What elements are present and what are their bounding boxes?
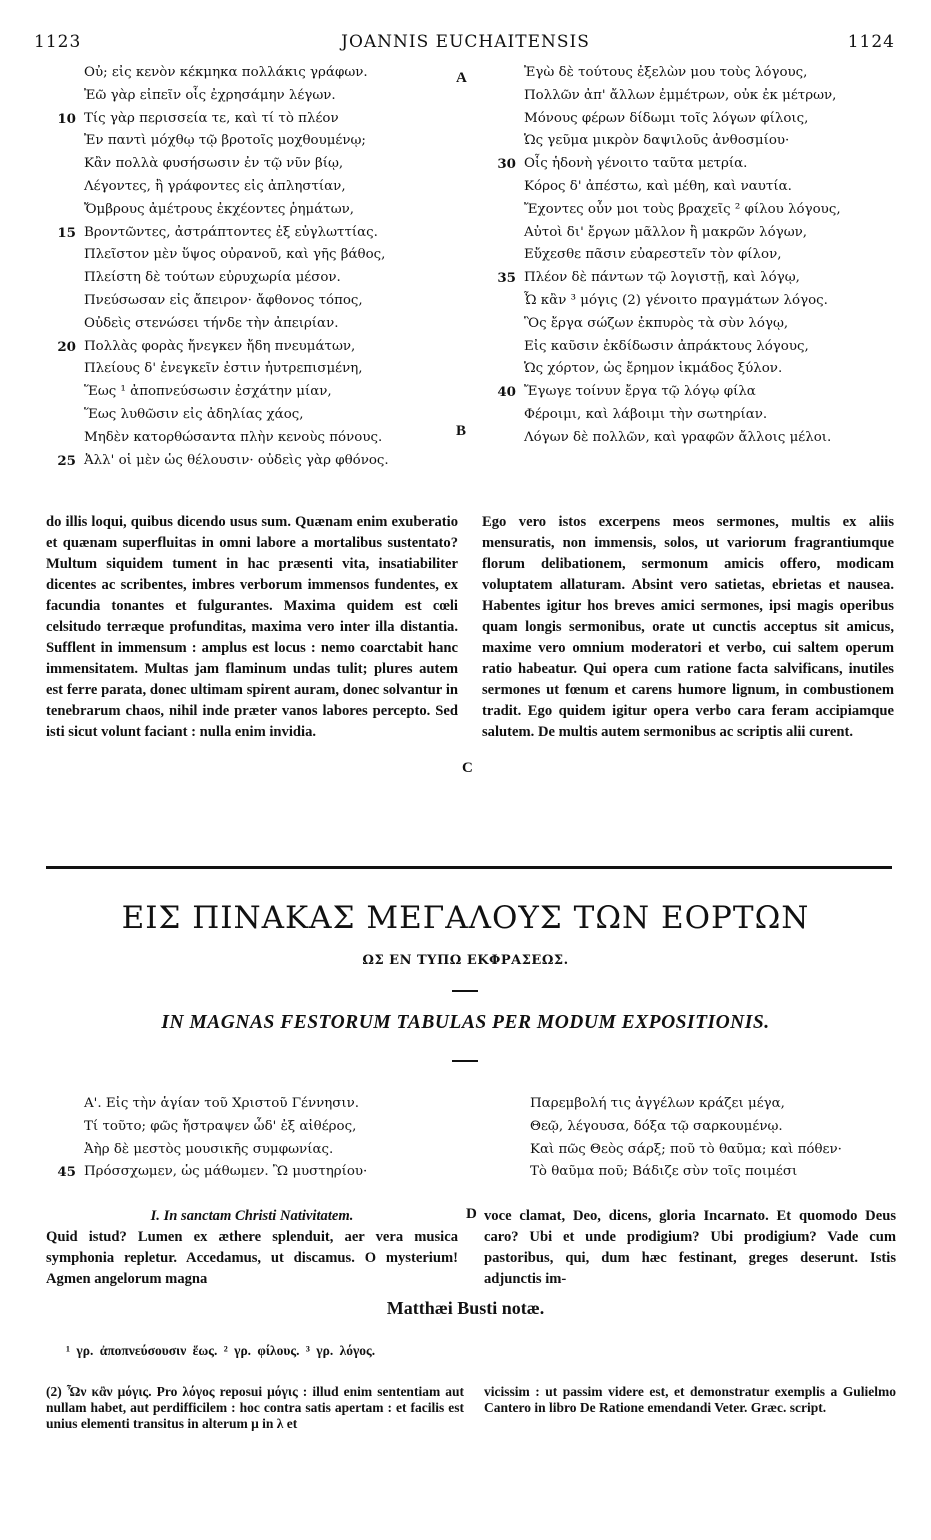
verse-line — [84, 130, 454, 153]
verse-line — [84, 313, 454, 336]
verse-line — [497, 381, 904, 404]
verse-text: Ἕως λυθῶσιν εἰς ἀδηλίας χάος, — [84, 406, 304, 422]
verse-line — [84, 244, 454, 267]
verse-text: Ἕως ¹ ἀποπνεύσωσιν ἐσχάτην μίαν, — [84, 384, 332, 400]
margin-letter-b: B — [456, 423, 467, 439]
line-number: 35 — [497, 270, 516, 287]
verse-text: Κόρος δ' ἀπέστω, καὶ μέθη, καὶ ναυτία. — [524, 178, 792, 194]
margin-letter-c: C — [462, 760, 473, 776]
verse-text: Ἀλλ' οἱ μὲν ὡς θέλουσιν· οὐδεὶς γὰρ φθόνος. — [84, 452, 389, 468]
line-number: 40 — [497, 384, 516, 401]
verse-text: Ὦ κἂν ³ μόγις (2) γένοιτο πραγμάτων λόγος. — [524, 292, 828, 308]
verse-text: Λόγων δὲ πολλῶν, καὶ γραφῶν ἄλλοις μέλοι. — [524, 429, 832, 445]
line-number: 15 — [57, 224, 76, 241]
verse-text: Τὸ θαῦμα ποῦ; Βάδιζε σὺν τοῖς ποιμέσι — [530, 1164, 798, 1180]
latin-paragraph: voce clamat, Deo, dicens, gloria Incarnato. Et quomodo Deus caro? Ubi et unde prodigium? Ubi prodigium? Vade cum pastoribus, qui, dum hæc festinant, greges deserunt. Istis adjunctis im- — [484, 1208, 896, 1287]
verse-text: Τί τοῦτο; φῶς ἤστραψεν ὧδ' ἐξ αἰθέρος, — [84, 1118, 357, 1134]
verse-line — [530, 1116, 910, 1139]
verse-line — [84, 199, 454, 222]
verse-text: Ἔγωγε τοίνυν ἔργα τῷ λόγῳ φίλα — [524, 384, 756, 400]
verse-text: Ὡς γεῦμα μικρὸν δαψιλοῦς ἀνθοσμίου· — [524, 133, 790, 149]
verse-text: Βροντῶντες, ἀστράπτοντες ἐξ εὐγλωττίας. — [84, 224, 378, 240]
verse-text: Μηδὲν κατορθώσαντα πλὴν κενοὺς πόνους. — [84, 429, 383, 445]
verse-text: Εὔχεσθε πᾶσιν εὐαρεστεῖν τὸν φίλον, — [524, 247, 782, 263]
verse-line — [524, 427, 904, 450]
line-number: 10 — [57, 110, 76, 127]
verse-line — [84, 176, 454, 199]
verse-line — [530, 1139, 910, 1162]
verse-text: Πρόσσχωμεν, ὡς μάθωμεν. Ὢ μυστηρίου· — [84, 1164, 368, 1180]
line-number: 45 — [57, 1164, 76, 1181]
verse-text: Ἐῶ γὰρ εἰπεῖν οἷς ἐχρησάμην λέγων. — [84, 87, 336, 103]
verse-text: Οἷς ἡδονὴ γένοιτο ταῦτα μετρία. — [524, 156, 748, 172]
verse-line — [524, 199, 904, 222]
verse-text: Ἐν παντὶ μόχθῳ τῷ βροτοῖς μοχθουμένῳ; — [84, 133, 366, 149]
footnote-variants: ¹ γρ. ἀποπνεύσουσιν ἕως. ² γρ. φίλους. ³ γρ. λόγος. — [66, 1343, 376, 1358]
verse-text: Πλείους δ' ἐνεγκεῖν ἐστιν ἠυτρεπισμένη, — [84, 361, 363, 377]
latin-translation-lower-right — [484, 1206, 896, 1290]
verse-text: Ὄμβρους ἀμέτρους ἐκχέοντες ῥημάτων, — [84, 201, 355, 217]
verse-text: Λέγοντες, ἢ γράφοντες εἰς ἀπληστίαν, — [84, 178, 346, 194]
verse-line — [84, 1093, 464, 1116]
verse-text: Πνεύσωσαν εἰς ἄπειρον· ἄφθονος τόπος, — [84, 292, 363, 308]
section-title-latin: IN MAGNAS FESTORUM TABULAS PER MODUM EXPOSITIONIS. — [161, 1012, 770, 1033]
page-number-left: 1123 — [34, 32, 82, 52]
verse-line — [524, 62, 904, 85]
running-title: JOANNIS EUCHAITENSIS — [341, 32, 590, 52]
greek-verse-right-column — [497, 62, 904, 450]
verse-text: Ὡς χόρτον, ὡς ἔρημον ἰκμάδος ξύλον. — [524, 361, 783, 377]
note-right: vicissim : ut passim videre est, et demonstratur exemplis a Gulielmo Cantero in libro De Ratione emendandi Veter. Græc. script. — [484, 1384, 896, 1415]
section-title-greek: ΕΙΣ ΠΙΝΑΚΑΣ ΜΕΓΑΛΟΥΣ ΤΩΝ ΕΟΡΤΩΝ — [121, 900, 810, 936]
verse-line — [84, 381, 454, 404]
verse-line — [497, 153, 904, 176]
verse-text: Οὐδεὶς στενώσει τήνδε τὴν ἀπειρίαν. — [84, 315, 339, 331]
greek-verse-left-column — [57, 62, 454, 472]
verse-text: Πλεῖστον μὲν ὕψος οὐρανοῦ, καὶ γῆς βάθος, — [84, 247, 386, 263]
latin-translation-lower-left — [46, 1206, 458, 1290]
verse-line — [84, 267, 454, 290]
verse-line — [84, 62, 454, 85]
verse-line — [84, 1139, 464, 1162]
verse-text: Εἰς καῦσιν ἐκδίδωσιν ἀπράκτους λόγους, — [524, 338, 809, 354]
verse-line — [84, 290, 454, 313]
verse-line — [497, 267, 904, 290]
verse-text: Θεῷ, λέγουσα, δόξα τῷ σαρκουμένῳ. — [530, 1118, 783, 1134]
section-divider — [46, 866, 892, 869]
verse-text: Φέροιμι, καὶ λάβοιμι τὴν σωτηρίαν. — [524, 406, 768, 422]
greek-verse-lower-left — [57, 1093, 464, 1184]
short-rule — [452, 990, 478, 992]
verse-text: Πολλὰς φορὰς ἤνεγκεν ἤδη πνευμάτων, — [84, 338, 356, 354]
verse-line — [84, 358, 454, 381]
latin-paragraph: do illis loqui, quibus dicendo usus sum. Quænam enim exuberatio et quænam superfluitas in omni labore a mortalibus sustentato? Multum siquidem tument in hac præsenti vita, insatiabiliter dicentes ac scribentes, imbres verborum immensos fundentes, ex facundia tonantes et fulgurantes. Maxima quidem est cœli celsitudo terræque profunditas, maxima vero inter illa distantia. Sufflent in immensum : amplus est locus : nemo coarctabit hanc immensitatem. Multas jam flaminum undas tulit; plures autem est ferre parata, donec ultimam spirent auram, donec solvantur in tenebrarum chaos, nihil inde præter vanos labores percepto. Sed isti sicut volunt faciant : nulla enim invidia. — [46, 514, 458, 740]
verse-line — [524, 358, 904, 381]
section-subtitle-greek: ΩΣ ΕΝ ΤΥΠΩ ΕΚΦΡΑΣΕΩΣ. — [362, 953, 569, 968]
verse-line — [84, 85, 454, 108]
verse-line — [84, 404, 454, 427]
verse-text: Παρεμβολή τις ἀγγέλων κράζει μέγα, — [530, 1096, 785, 1111]
notes-heading: Matthæi Busti notæ. — [386, 1298, 545, 1318]
margin-letter-d: D — [466, 1206, 477, 1222]
latin-paragraph: Ego vero istos excerpens meos sermones, multis ex aliis mensuratis, non immensis, solos, ut variorum fragrantiumque florum delibationem, sermonum amicis offero, modicam voluptatem allaturam. Absint vero satietas, ebrietas et nausea. Habentes igitur hos breves amici sermones, ipsi magis operibus quam longis sermonibus, orate ut cunctis acceptus sit amicus, maxime vero omnium moderatori et verbo, cui saltem operum ratio habeatur. Qui opera cum ratione facta salvificans, inutiles sermones ut fœnum et carens humore lignum, in combustionem tradit. Ego quidem igitur opera verbo cara feram accipiamque salutem. De multis autem sermonibus ac scriptis alii curent. — [482, 514, 894, 740]
verse-text: Αὐτοὶ δι' ἔργων μᾶλλον ἢ μακρῶν λόγων, — [524, 224, 808, 240]
verse-text: Πολλῶν ἀπ' ἄλλων ἐμμέτρων, οὐκ ἐκ μέτρων, — [524, 87, 837, 103]
verse-line — [524, 222, 904, 245]
latin-translation-right — [482, 512, 894, 743]
verse-line — [530, 1161, 910, 1184]
verse-line — [84, 153, 454, 176]
verse-text: Οὐ; εἰς κενὸν κέκμηκα πολλάκις γράφων. — [84, 65, 368, 80]
margin-letter-a: A — [456, 70, 467, 86]
verse-line — [524, 176, 904, 199]
verse-text: Ὃς ἔργα σώζων ἐκπυρὸς τὰ σὺν λόγῳ, — [524, 315, 789, 331]
verse-text: Α'. Εἰς τὴν ἁγίαν τοῦ Χριστοῦ Γέννησιν. — [84, 1096, 360, 1111]
verse-text: Τίς γὰρ περισσεία τε, καὶ τί τὸ πλέον — [84, 110, 339, 126]
verse-line — [57, 336, 454, 359]
line-number: 25 — [57, 452, 76, 469]
verse-line — [524, 108, 904, 131]
greek-verse-lower-right — [530, 1093, 910, 1184]
verse-text: Μόνους φέρων δίδωμι τοῖς λόγων φίλοις, — [524, 110, 809, 126]
verse-line — [84, 1116, 464, 1139]
verse-line — [524, 85, 904, 108]
line-number: 20 — [57, 338, 76, 355]
verse-line — [524, 404, 904, 427]
short-rule — [452, 1060, 478, 1062]
verse-text: Ἀὴρ δὲ μεστὸς μουσικῆς συμφωνίας. — [84, 1141, 334, 1157]
verse-text: Πλείστη δὲ τούτων εὐρυχωρία μέσον. — [84, 270, 341, 286]
note-left: (2) Ὦν κἂν μόγις. Pro λόγος reposui μόγις : illud enim sententiam aut nullam habet, aut perdifficilem : hoc contra satis apertam : et facilis est unius elementi transitus in alterum μ in λ et — [46, 1384, 464, 1431]
verse-text: Ἔχοντες οὖν μοι τοὺς βραχεῖς ² φίλου λόγους, — [524, 201, 841, 217]
latin-paragraph: Quid istud? Lumen ex æthere splenduit, aer vera musica symphonia repletur. Accedamus, ut discamus. O mysterium! Agmen angelorum magna — [46, 1229, 458, 1287]
latin-translation-left — [46, 512, 458, 743]
verse-line — [524, 313, 904, 336]
verse-line — [524, 244, 904, 267]
verse-text: Πλέον δὲ πάντων τῷ λογιστῇ, καὶ λόγῳ, — [524, 270, 800, 286]
verse-line — [524, 290, 904, 313]
verse-line — [524, 130, 904, 153]
verse-text: Καὶ πῶς Θεὸς σάρξ; ποῦ τὸ θαῦμα; καὶ πόθεν· — [530, 1141, 842, 1157]
verse-line — [530, 1093, 910, 1116]
verse-line — [524, 336, 904, 359]
verse-text: Ἐγὼ δὲ τούτους ἐξελὼν μου τοὺς λόγους, — [524, 65, 808, 80]
verse-line — [57, 108, 454, 131]
latin-heading: I. In sanctam Christi Nativitatem. — [150, 1208, 354, 1224]
verse-line — [57, 450, 454, 473]
verse-line — [84, 427, 454, 450]
verse-text: Κἂν πολλὰ φυσήσωσιν ἐν τῷ νῦν βίῳ, — [84, 156, 344, 172]
page-number-right: 1124 — [847, 32, 895, 52]
line-number: 30 — [497, 156, 516, 173]
verse-line — [57, 222, 454, 245]
verse-line — [57, 1161, 464, 1184]
